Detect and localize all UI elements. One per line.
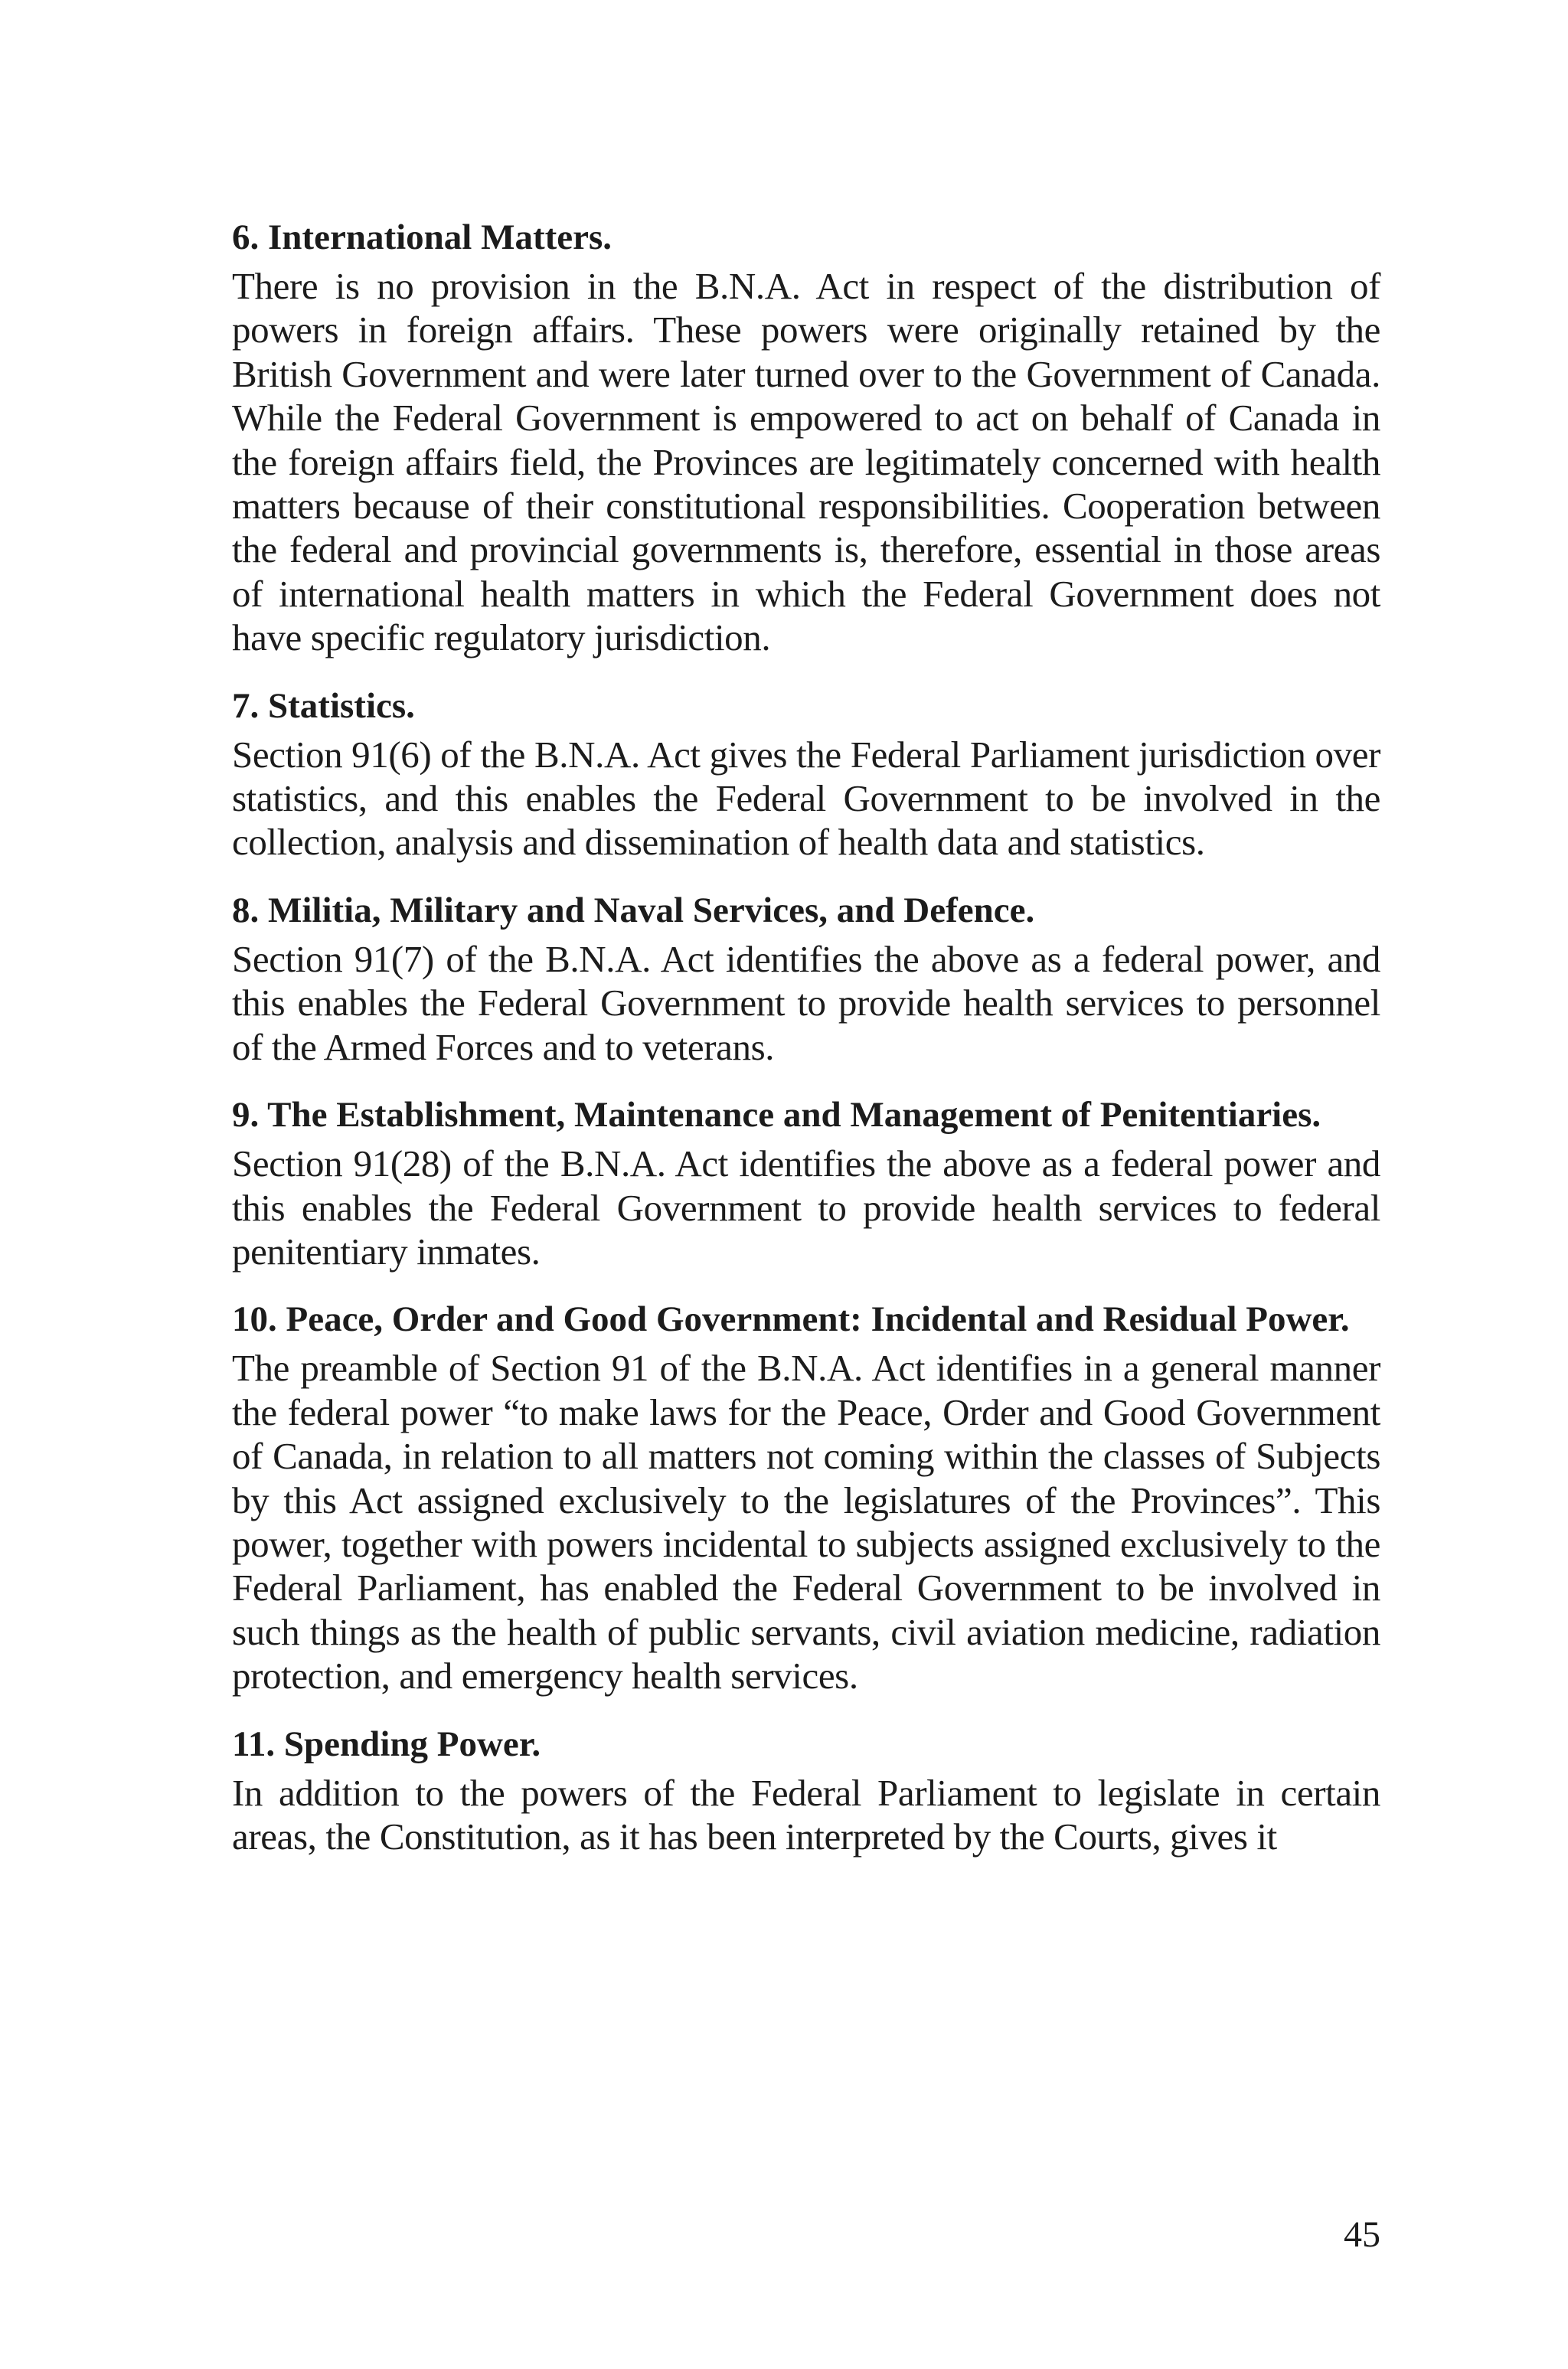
section-peace-order-good-government (232, 1298, 1380, 1698)
page-body (232, 216, 1380, 1858)
section-heading: 11. Spending Power. (232, 1724, 541, 1764)
section-militia-defence (232, 889, 1380, 1069)
section-paragraph: Section 91(28) of the B.N.A. Act identifies the above as a federal power and this enables the Federal Government to provide health services to federal penitentiary inmates. (232, 1142, 1380, 1273)
section-heading: 9. The Establishment, Maintenance and Management of Penitentiaries. (232, 1095, 1321, 1135)
section-paragraph: There is no provision in the B.N.A. Act in respect of the distribution of powers in foreign affairs. These powers were originally retained by the British Government and were later turned over to the Government of Canada. While the Federal Government is empowered to act on behalf of Canada in the foreign affairs field, the Provinces are legitimately concerned with health matters because of their constitutional responsibilities. Cooperation between the federal and provincial governments is, therefore, essential in those areas of international health matters in which the Federal Government does not have specific regulatory jurisdiction. (232, 265, 1380, 659)
section-statistics (232, 685, 1380, 864)
section-heading: 8. Militia, Military and Naval Services, and Defence. (232, 890, 1035, 930)
section-paragraph: Section 91(7) of the B.N.A. Act identifies the above as a federal power, and this enables the Federal Government to provide health services to personnel of the Armed Forces and to veterans. (232, 937, 1380, 1068)
section-paragraph: The preamble of Section 91 of the B.N.A. Act identifies in a general manner the federal power “to make laws for the Peace, Order and Good Government of Canada, in relation to all matters not coming within the classes of Subjects by this Act assigned exclusively to the legislatures of the Provinces”. This power, together with powers incidental to subjects assigned exclusively to the Federal Parliament, has enabled the Federal Government to be involved in such things as the health of public servants, civil aviation medicine, radiation protection, and emergency health services. (232, 1347, 1380, 1698)
section-heading: 10. Peace, Order and Good Government: Incidental and Residual Power. (232, 1299, 1350, 1340)
section-spending-power (232, 1723, 1380, 1859)
section-penitentiaries (232, 1093, 1380, 1273)
page-number: 45 (1344, 2214, 1380, 2255)
section-international-matters (232, 216, 1380, 660)
section-heading: 6. International Matters. (232, 217, 612, 257)
section-heading: 7. Statistics. (232, 685, 415, 726)
section-paragraph: In addition to the powers of the Federal Parliament to legislate in certain areas, the Constitution, as it has been interpreted by the Courts, gives it (232, 1771, 1380, 1858)
section-paragraph: Section 91(6) of the B.N.A. Act gives the Federal Parliament jurisdiction over statistics, and this enables the Federal Government to be involved in the collection, analysis and dissemination of health data and statistics. (232, 733, 1380, 864)
